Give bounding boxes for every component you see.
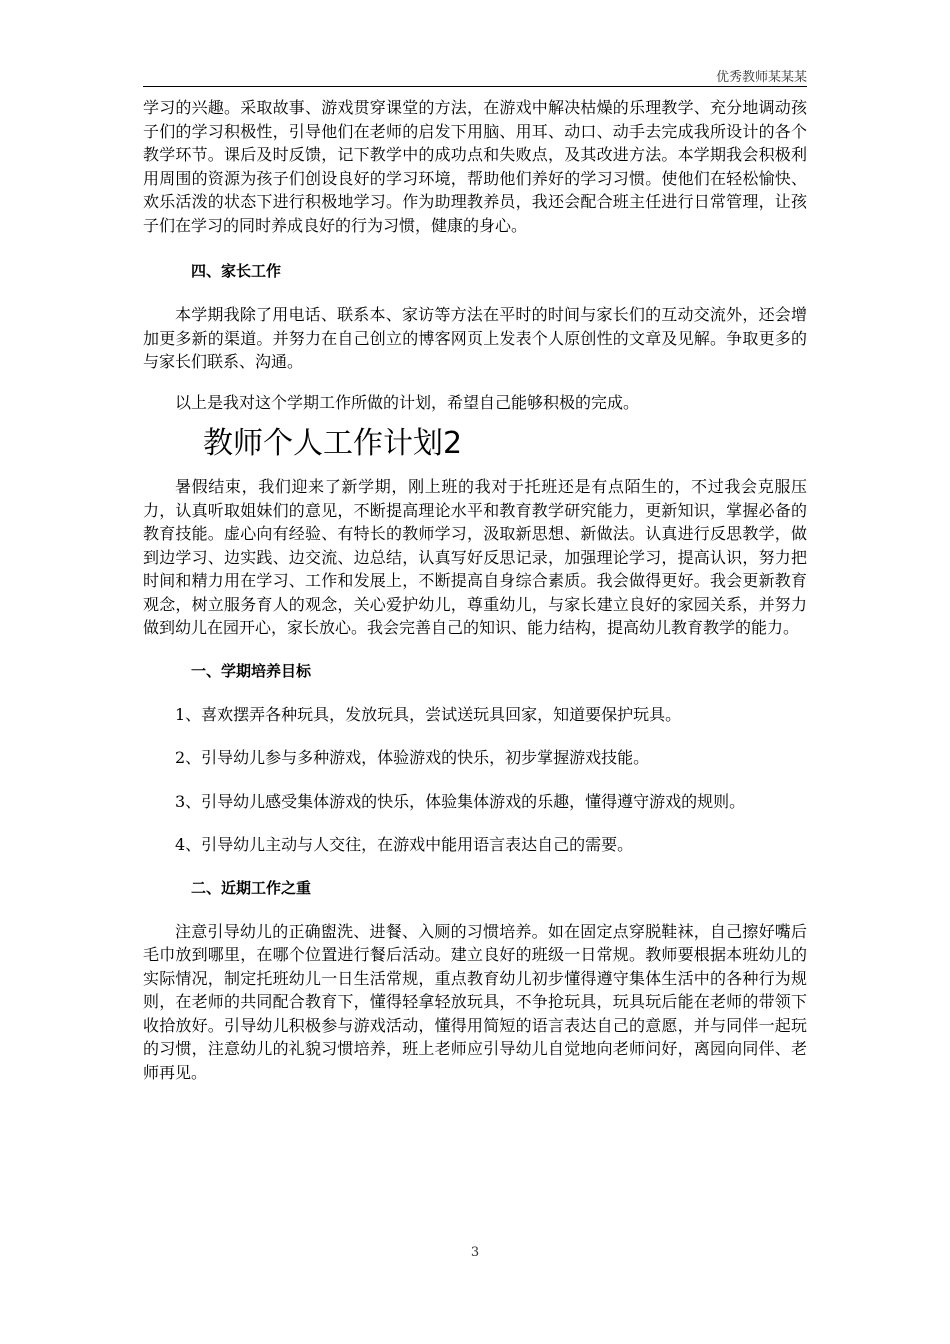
paragraph-conclusion: 以上是我对这个学期工作所做的计划，希望自己能够积极的完成。 bbox=[175, 392, 640, 412]
goal-item-1: 1、喜欢摆弄各种玩具，发放玩具，尝试送玩具回家，知道要保护玩具。 bbox=[175, 704, 682, 724]
goal-item-4: 4、引导幼儿主动与人交往，在游戏中能用语言表达自己的需要。 bbox=[175, 835, 634, 854]
paragraph-recent-focus: 注意引导幼儿的正确盥洗、进餐、入厕的习惯培养。如在固定点穿脱鞋袜，自己擦好嘴后毛巾放到哪里，在哪个位置进行餐后活动。建立良好的班级一日常规。教师要根据本班幼儿的实际情况，制定托班幼儿一日生活常规，重点教育幼儿初步懂得遵守集体生活中的各种行为规则，在老师的共同配合教育下，懂得轻拿轻放玩具，不争抢玩具，玩具玩后能在老师的带领下收拾放好。引导幼儿积极参与游戏活动，懂得用简短的语言表达自己的意愿，并与同伴一起玩的习惯，注意幼儿的礼貌习惯培养，班上老师应引导幼儿自觉地向老师问好，离园向同伴、老师再见。 bbox=[143, 921, 807, 1082]
page-header: 优秀教师某某某 bbox=[715, 70, 807, 85]
paragraph-intro: 暑假结束，我们迎来了新学期，刚上班的我对于托班还是有点陌生的，不过我会克服压力，认真听取姐妹们的意见，不断提高理论水平和教育教学研究能力，更新知识，掌握必备的教育技能。虚心向有经验、有特长的教师学习，汲取新思想、新做法。认真进行反思教学，做到边学习、边实践、边交流、边总结，认真写好反思记录，加强理论学习，提高认识，努力把时间和精力用在学习、工作和发展上，不断提高自身综合素质。我会做得更好。我会更新教育观念，树立服务育人的观念，关心爱护幼儿，尊重幼儿，与家长建立良好的家园关系，并努力做到幼儿在园开心，家长放心。我会完善自己的知识、能力结构，提高幼儿教育教学的能力。 bbox=[143, 477, 807, 637]
header-divider bbox=[143, 86, 807, 87]
goal-item-2: 2、引导幼儿参与多种游戏，体验游戏的快乐，初步掌握游戏技能。 bbox=[175, 748, 650, 767]
section-heading-recent-focus: 二、近期工作之重 bbox=[191, 878, 312, 897]
page-number: 3 bbox=[470, 1245, 480, 1260]
document-title: 教师个人工作计划2 bbox=[203, 426, 463, 461]
paragraph-continued: 学习的兴趣。采取故事、游戏贯穿课堂的方法，在游戏中解决枯燥的乐理教学、充分地调动孩子们的学习积极性，引导他们在老师的启发下用脑、用耳、动口、动手去完成我所设计的各个教学环节。课后及时反馈，记下教学中的成功点和失败点，及其改进方法。本学期我会积极利用周围的资源为孩子们创设良好的学习环境，帮助他们养好的学习习惯。使他们在轻松愉快、欢乐活泼的状态下进行积极地学习。作为助理教养员，我还会配合班主任进行日常管理，让孩子们在学习的同时养成良好的行为习惯，健康的身心。 bbox=[143, 98, 807, 235]
goal-item-3: 3、引导幼儿感受集体游戏的快乐，体验集体游戏的乐趣，懂得遵守游戏的规则。 bbox=[175, 791, 746, 811]
section-heading-parent-work: 四、家长工作 bbox=[191, 262, 282, 280]
paragraph-parent-work: 本学期我除了用电话、联系本、家访等方法在平时的时间与家长们的互动交流外，还会增加更多新的渠道。并努力在自己创立的博客网页上发表个人原创性的文章及见解。争取更多的与家长们联系、沟通。 bbox=[143, 305, 807, 371]
section-heading-goals: 一、学期培养目标 bbox=[191, 661, 312, 680]
document-body bbox=[143, 96, 807, 1084]
